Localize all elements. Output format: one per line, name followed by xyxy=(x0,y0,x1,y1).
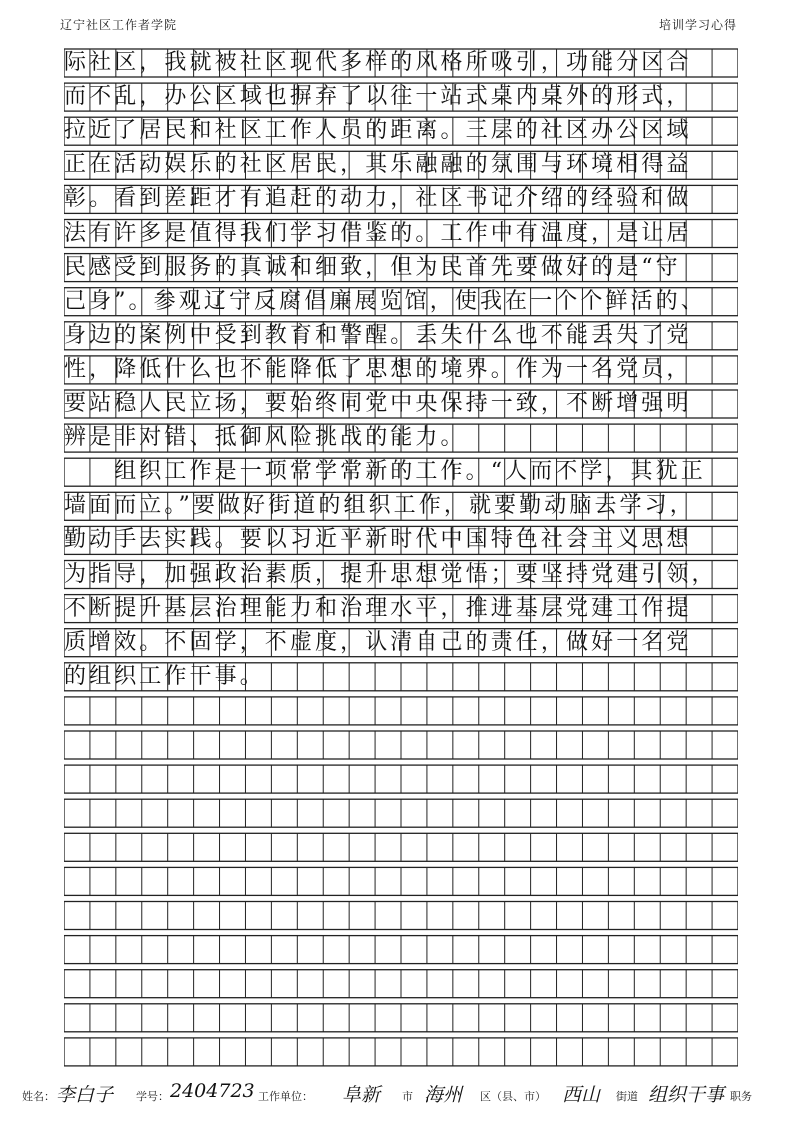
body-line: 勤动手去实践。要以习近平新时代中国特色社会主义思想 xyxy=(64,527,692,553)
body-line: 要站稳人民立场，要始终同党中央保持一致，不断增强明 xyxy=(64,391,692,416)
body-line: 墙面而立。”要做好街道的组织工作，就要勤动脑去学习， xyxy=(64,493,695,519)
position-value: 组织干事 xyxy=(648,1084,725,1106)
page-header xyxy=(60,14,737,34)
body-line: 己身”。参观辽宁反腐倡廉展览馆，使我在一个个鲜活的、 xyxy=(64,288,706,314)
body-line: 身边的案例中受到教育和警醒。丢失什么也不能丢失了党 xyxy=(64,322,692,348)
signature-footer xyxy=(22,1080,782,1110)
unit-label: 工作单位： xyxy=(258,1090,313,1103)
city-value: 阜新 xyxy=(342,1084,381,1106)
body-line: 性，降低什么也不能降低了思想的境界。作为一名党员， xyxy=(64,356,692,382)
body-line: 的组织工作干事。 xyxy=(64,663,265,689)
body-line: 组织工作是一项常学常新的工作。“人而不学，其犹正 xyxy=(64,459,706,485)
body-line: 为指导，加强政治素质，提升思想觉悟；要坚持党建引领， xyxy=(64,561,717,587)
street-value: 西山 xyxy=(562,1084,601,1106)
street-label: 街道 xyxy=(616,1090,638,1103)
city-label: 市 xyxy=(402,1090,413,1103)
id-label: 学号： xyxy=(136,1090,169,1103)
body-line: 不断提升基层治理能力和治理水平，推进基层党建工作提 xyxy=(64,595,692,621)
body-line: 彰。看到差距才有追赶的动力，社区书记介绍的经验和做 xyxy=(64,186,692,212)
handwritten-body xyxy=(64,45,738,1069)
district-label: 区（县、市） xyxy=(480,1090,546,1103)
body-line: 民感受到服务的真诚和细致，但为民首先要做好的是“守 xyxy=(64,254,681,280)
body-line: 法有许多是值得我们学习借鉴的。工作中有温度，是让居 xyxy=(64,220,692,246)
body-line: 拉近了居民和社区工作人员的距离。三层的社区办公区域 xyxy=(64,118,692,144)
position-label: 职务 xyxy=(730,1090,752,1103)
body-line: 质增效。不固学，不虚度，认清自己的责任，做好一名党 xyxy=(64,629,692,655)
district-value: 海州 xyxy=(424,1084,463,1106)
id-value: 2404723 xyxy=(170,1080,255,1102)
name-label: 姓名： xyxy=(22,1090,55,1103)
body-line: 正在活动娱乐的社区居民，其乐融融的氛围与环境相得益 xyxy=(64,152,692,178)
body-line: 而不乱，办公区域也摒弃了以往一站式桌内桌外的形式， xyxy=(64,84,692,110)
body-line: 辨是非对错、抵御风险挑战的能力。 xyxy=(64,425,466,451)
body-line: 际社区，我就被社区现代多样的风格所吸引，功能分区合 xyxy=(64,50,692,75)
document-title: 培训学习心得 xyxy=(658,18,737,32)
name-value: 李白子 xyxy=(56,1084,114,1106)
institute-name: 辽宁社区工作者学院 xyxy=(60,18,178,32)
